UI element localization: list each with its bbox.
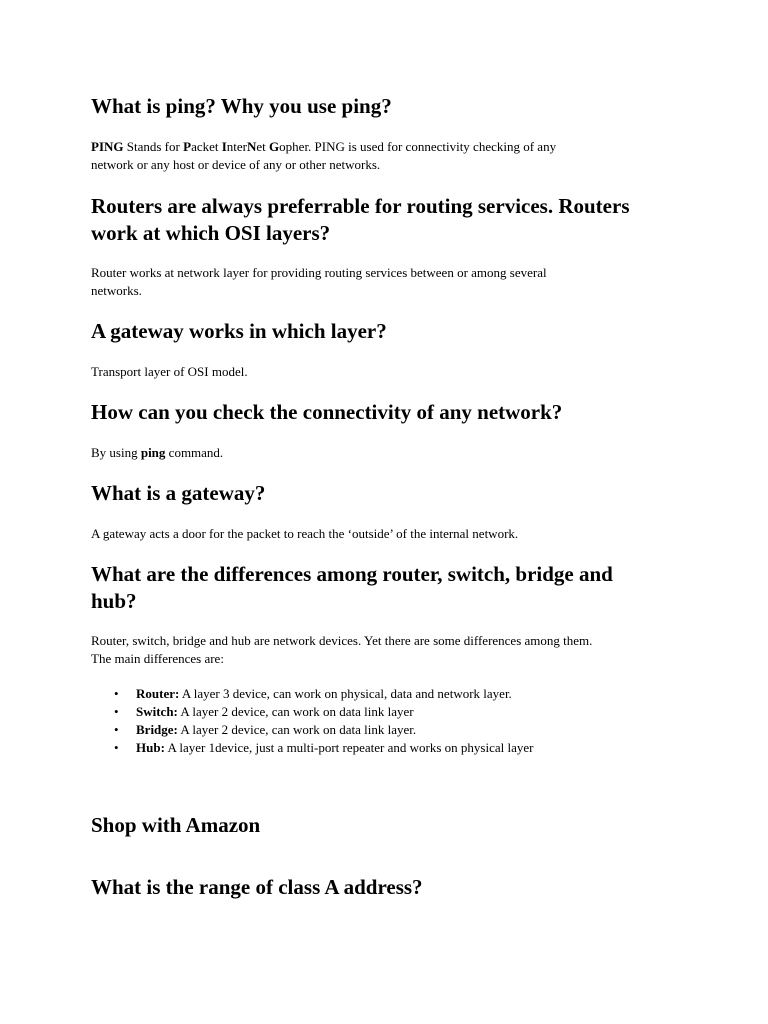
paragraph-router-layer-line2: networks.: [91, 283, 142, 298]
bullet-icon: •: [114, 740, 119, 755]
heading-device-differences-line2: hub?: [91, 589, 137, 613]
heading-check-connectivity: How can you check the connectivity of any network?: [91, 400, 563, 424]
list-item-router: [91, 685, 533, 703]
paragraph-ping-definition-line2: network or any host or device of any or other networks.: [91, 157, 381, 172]
device-differences-list: [91, 685, 533, 757]
text-fragment: opher. PING is used for connectivity checking of any: [279, 139, 557, 154]
heading-device-differences-line1: What are the differences among router, switch, bridge and: [91, 562, 613, 586]
bullet-icon: •: [114, 722, 119, 737]
acronym-letter: I: [221, 139, 227, 154]
heading-gateway-layer: A gateway works in which layer?: [91, 319, 387, 343]
list-item-description: A layer 2 device, can work on data link layer: [177, 704, 414, 719]
paragraph-gateway-layer: Transport layer of OSI model.: [91, 364, 248, 379]
paragraph-router-layer-line1: Router works at network layer for providing routing services between or among several: [91, 265, 547, 280]
text-fragment: et: [256, 139, 270, 154]
heading-routers-osi-line2: work at which OSI layers?: [91, 221, 331, 245]
text-fragment: By using: [91, 445, 141, 460]
list-item-description: A layer 2 device, can work on data link layer.: [177, 722, 417, 737]
list-item-hub: [91, 739, 533, 757]
acronym-letter: P: [183, 139, 192, 154]
paragraph-check-connectivity: [91, 444, 223, 462]
text-fragment: nter: [226, 139, 248, 154]
list-item-switch: [91, 703, 533, 721]
list-item-description: A layer 1device, just a multi-port repeater and works on physical layer: [164, 740, 534, 755]
text-fragment: Stands for: [123, 139, 184, 154]
acronym-rest: ING: [98, 139, 124, 154]
shop-with-amazon-link[interactable]: Shop with Amazon: [91, 813, 261, 837]
list-item-term: Hub:: [136, 740, 165, 755]
heading-what-is-gateway: What is a gateway?: [91, 481, 266, 505]
list-item-term: Router:: [136, 686, 180, 701]
bullet-icon: •: [114, 686, 119, 701]
list-item-bridge: [91, 721, 533, 739]
paragraph-device-differences-line2: The main differences are:: [91, 651, 224, 666]
text-fragment: acket: [191, 139, 222, 154]
text-fragment: command.: [165, 445, 224, 460]
heading-what-is-ping: What is ping? Why you use ping?: [91, 94, 392, 118]
heading-class-a-range: What is the range of class A address?: [91, 875, 423, 899]
acronym-letter: N: [247, 139, 257, 154]
bullet-icon: •: [114, 704, 119, 719]
acronym-letter: G: [269, 139, 280, 154]
list-item-term: Bridge:: [136, 722, 178, 737]
list-item-description: A layer 3 device, can work on physical, data and network layer.: [179, 686, 512, 701]
heading-routers-osi-line1: Routers are always preferrable for routing services. Routers: [91, 194, 630, 218]
paragraph-device-differences-line1: Router, switch, bridge and hub are network devices. Yet there are some differences among them.: [91, 633, 593, 648]
acronym-letter: P: [91, 139, 99, 154]
command-name: ping: [140, 445, 166, 460]
paragraph-ping-definition-line1: [91, 138, 556, 156]
list-item-term: Switch:: [136, 704, 178, 719]
paragraph-gateway-definition: A gateway acts a door for the packet to reach the ‘outside’ of the internal network.: [91, 526, 519, 541]
